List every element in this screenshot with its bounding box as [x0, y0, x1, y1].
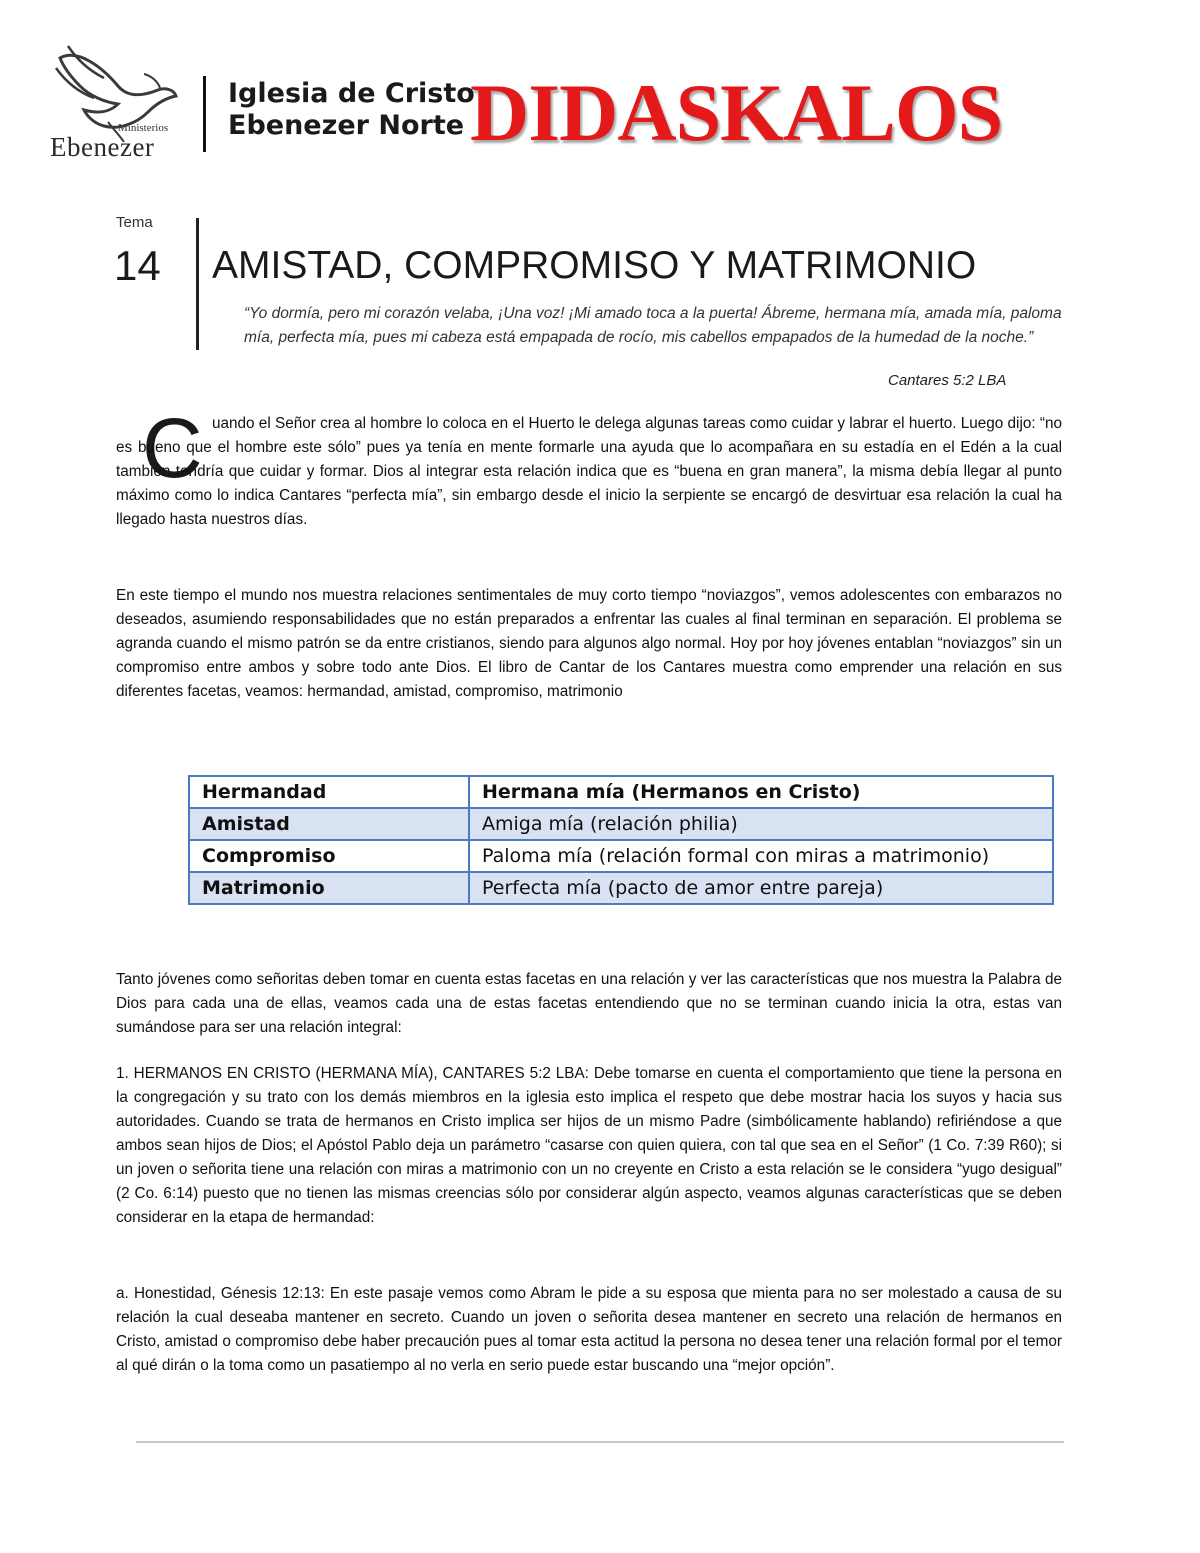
- section-1-paragraph: 1. HERMANOS EN CRISTO (HERMANA MÍA), CANTARES 5:2 LBA: Debe tomarse en cuenta el comportamiento que tiene la persona en la congregación y su trato con los demás miembros en la iglesia esto implica el respeto que debe mostrar hacia los suyos y hacia sus autoridades. Cuando se trata de hermanos en Cristo implica ser hijos de un mismo Padre (simbólicamente hablando) refiriéndose a que ambos sean hijos de Dios; el Apóstol Pablo deja un parámetro “casarse con quien quiera, con tal que sea en el Señor” (1 Co. 7:39 R60); si un joven o señorita tiene una relación con miras a matrimonio con un no creyente en Cristo a esta relación se le considera “yugo desigual” (2 Co. 6:14) puesto que no tienen las mismas creencias sólo por considerar algún aspecto, veamos algunas características que se deben considerar en la etapa de hermandad:: [116, 1065, 1062, 1226]
- table-cell-facet: Compromiso: [189, 840, 469, 872]
- table-cell-facet: Hermandad: [189, 776, 469, 808]
- context-paragraph: En este tiempo el mundo nos muestra relaciones sentimentales de muy corto tiempo “noviazgos”, vemos adolescentes con embarazos no deseados, asumiendo responsabilidades que no están preparados a enfrentar las cuales al final terminan en separación. El problema se agranda cuando el mismo patrón se da entre cristianos, siendo para algunos algo normal. Hoy por hoy jóvenes entablan “noviazgos” sin un compromiso entre ambos y sobre todo ante Dios. El libro de Cantar de los Cantares muestra como emprender una relación en sus diferentes facetas, veamos: hermandad, amistad, compromiso, matrimonio: [116, 587, 1062, 700]
- page-header: [0, 0, 1200, 180]
- footer-divider: [136, 1441, 1064, 1443]
- facets-table: [188, 775, 1054, 905]
- topic-number: 14: [114, 242, 161, 289]
- facets-intro-paragraph: Tanto jóvenes como señoritas deben tomar en cuenta estas facetas en una relación y ver las características que nos muestra la Palabra de Dios para cada una de ellas, veamos cada una de estas facetas entendiendo que no se terminan cuando inicia la otra, estas van sumándose para ser una relación integral:: [116, 971, 1062, 1036]
- table-cell-description: Perfecta mía (pacto de amor entre pareja): [469, 872, 1053, 904]
- church-name: [228, 78, 475, 142]
- epigraph-reference: Cantares 5:2 LBA: [888, 372, 1007, 389]
- brand-title: DIDASKALOS: [470, 67, 1003, 158]
- intro-paragraph-text: uando el Señor crea al hombre lo coloca en el Huerto le delega algunas tareas como cuidar y labrar el huerto. Luego dijo: “no es bueno que el hombre este sólo” pues ya tenía en mente formarle una ayuda que lo acompañara en su estadía en el Edén a la cual también tendría que cuidar y formar. Dios al integrar esta relación indica que es “buena en gran manera”, la misma debía llegar al punto máximo como lo indica Cantares “perfecta mía”, sin embargo desde el inicio la serpiente se encargó de desvirtuar esa relación la cual ha llegado hasta nuestros días.: [116, 415, 1062, 528]
- table-row: [189, 776, 1053, 808]
- table-row: [189, 808, 1053, 840]
- intro-paragraph: [116, 412, 1062, 532]
- drop-cap: C: [142, 401, 203, 495]
- section-1a-paragraph: a. Honestidad, Génesis 12:13: En este pasaje vemos como Abram le pide a su esposa que mienta para no ser molestado a causa de su relación la cual deseaba mantener en secreto. Cuando un joven o señorita desea mantener en secreto una relación de hermanos en Cristo, amistad o compromiso debe haber precaución pues al tomar esta actitud la persona no desea tener una relación formal por el temor al qué dirán o la toma como un pasatiempo al no verla en serio puede estar buscando una “mejor opción”.: [116, 1285, 1062, 1374]
- table-cell-description: Paloma mía (relación formal con miras a matrimonio): [469, 840, 1053, 872]
- table-cell-description: Amiga mía (relación philia): [469, 808, 1053, 840]
- topic-label: Tema: [116, 214, 153, 231]
- table-row: [189, 872, 1053, 904]
- topic-divider: [196, 218, 199, 350]
- table-cell-facet: Amistad: [189, 808, 469, 840]
- header-divider: [203, 76, 206, 152]
- church-name-line1: Iglesia de Cristo: [228, 78, 475, 109]
- logo-wordmark: Ebenezer: [50, 132, 155, 162]
- topic-title: AMISTAD, COMPROMISO Y MATRIMONIO: [212, 244, 977, 287]
- epigraph-quote: “Yo dormía, pero mi corazón velaba, ¡Una voz! ¡Mi amado toca a la puerta! Ábreme, hermana mía, amada mía, paloma mía, perfecta mía, pues mi cabeza está empapada de rocío, mis cabellos empapados de la humedad de la noche.”: [244, 305, 1062, 346]
- table-cell-description: Hermana mía (Hermanos en Cristo): [469, 776, 1053, 808]
- table-row: [189, 840, 1053, 872]
- table-cell-facet: Matrimonio: [189, 872, 469, 904]
- church-name-line2: Ebenezer Norte: [228, 110, 465, 141]
- logo-subtitle: Ministerios: [118, 122, 169, 134]
